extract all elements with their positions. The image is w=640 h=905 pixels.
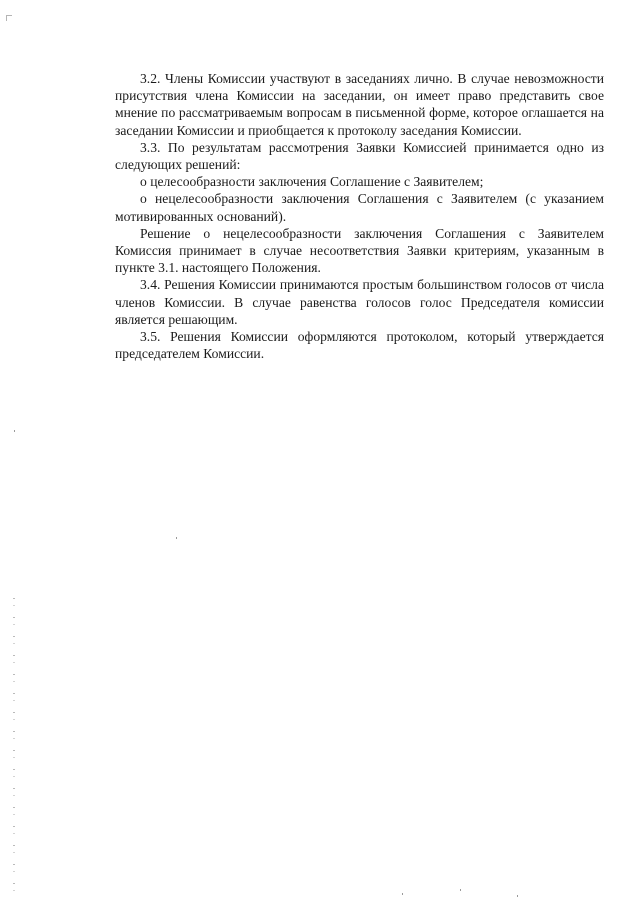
- scan-speck: [517, 895, 518, 897]
- scan-speck: [14, 430, 15, 432]
- paragraph-3-5: 3.5. Решения Комиссии оформляются протоколом, который утверждается председателем Комиссии.: [115, 329, 604, 362]
- paragraph-3-2: 3.2. Члены Комиссии участвуют в заседаниях лично. В случае невозможности присутствия члена Комиссии на заседании, он имеет право представить свое мнение по рассматриваемым вопросам в письменной форме, которое оглашается на заседании Комиссии и приобщается к протоколу заседания Комиссии.: [115, 71, 604, 138]
- document-body: [115, 70, 604, 362]
- decision-option-expedient: о целесообразности заключения Соглашение с Заявителем;: [140, 174, 484, 190]
- scan-corner-mark: [6, 15, 12, 21]
- scan-speck: [402, 893, 403, 895]
- decision-option-inexpedient: о нецелесообразности заключения Соглашения с Заявителем (с указанием мотивированных оснований).: [115, 191, 604, 224]
- paragraph-3-4: 3.4. Решения Комиссии принимаются простым большинством голосов от числа членов Комиссии. В случае равенства голосов голос Председателя комиссии является решающим.: [115, 277, 604, 327]
- scan-speck: [460, 889, 461, 891]
- scan-speck: [176, 537, 177, 539]
- scan-edge-noise: [13, 598, 15, 898]
- paragraph-decision-rule: Решение о нецелесообразности заключения Соглашения с Заявителем Комиссия принимает в случае несоответствия Заявки критериям, указанным в пункте 3.1. настоящего Положения.: [115, 225, 604, 276]
- paragraph-3-3: 3.3. По результатам рассмотрения Заявки Комиссией принимается одно из следующих решений:: [115, 139, 604, 173]
